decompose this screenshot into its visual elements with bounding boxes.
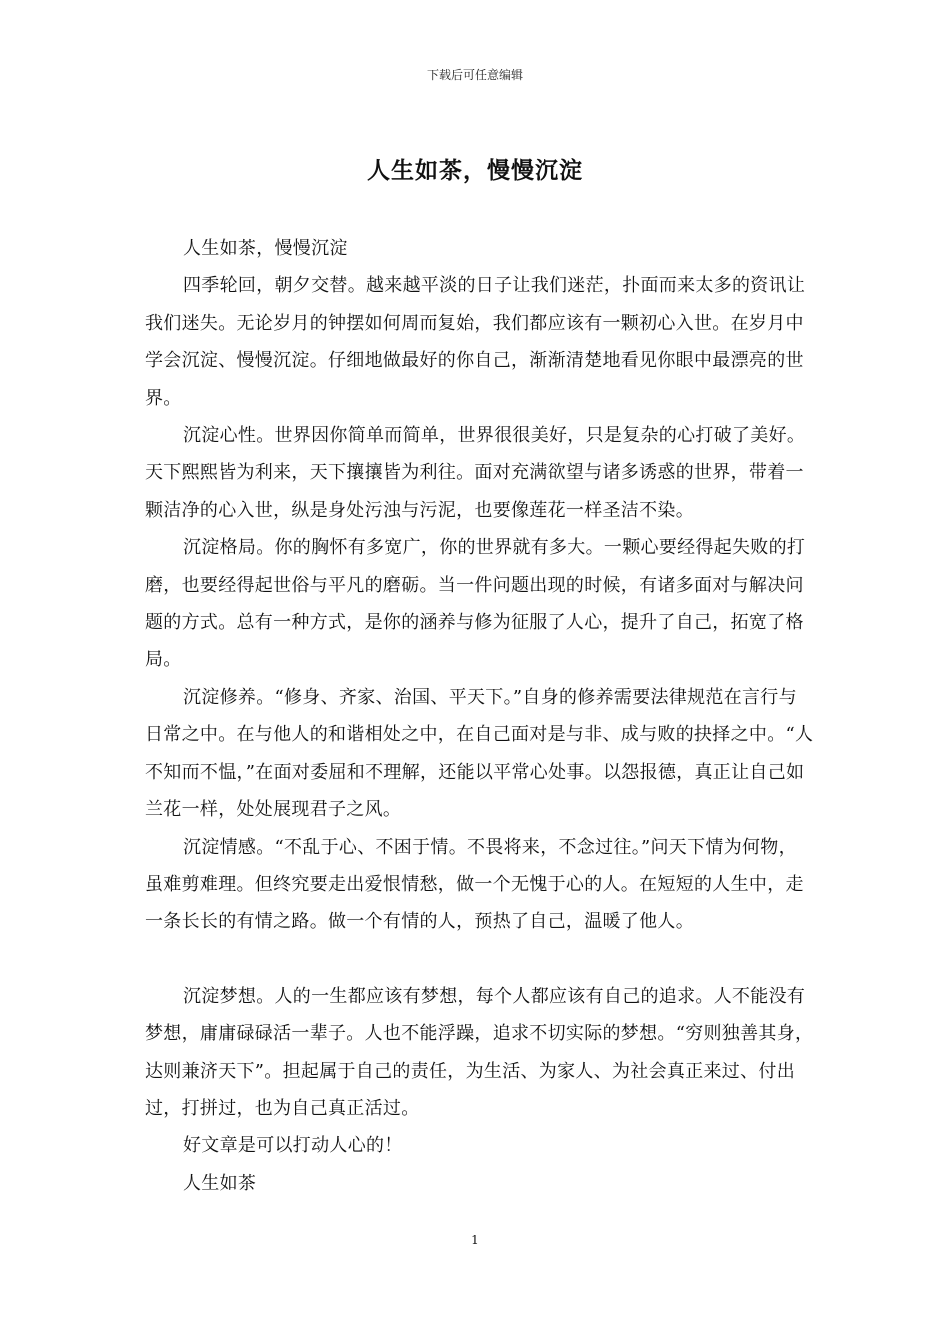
paragraph-closing: 好文章是可以打动人心的！ <box>183 1135 403 1157</box>
paragraph-dream: 沉淀梦想。人的一生都应该有梦想，每个人都应该有自己的追求。人不能没有梦想，庸庸碌碌活一辈子。人也不能浮躁，追求不切实际的梦想。“穷则独善其身，达则兼济天下”。担起属于自己的责任，为生活、为家人、为社会真正来过、付出过，打拼过，也为自己真正活过。 <box>145 985 814 1119</box>
page-number: 1 <box>471 1233 479 1247</box>
paragraph-subtitle: 人生如茶，慢慢沉淀 <box>183 238 348 259</box>
blank-line <box>145 941 815 978</box>
page-header: 下载后可任意编辑 <box>426 68 523 82</box>
paragraph-mind: 沉淀心性。世界因你简单而简单，世界很很美好，只是复杂的心打破了美好。天下熙熙皆为利来，天下攘攘皆为利往。面对充满欲望与诸多诱惑的世界，带着一颗洁净的心入世，纵是身处污浊与污泥，也要像莲花一样圣洁不染。 <box>145 425 806 521</box>
paragraph-intro: 四季轮回，朝夕交替。越来越平淡的日子让我们迷茫，扑面而来太多的资讯让我们迷失。无论岁月的钟摆如何周而复始，我们都应该有一颗初心入世。在岁月中学会沉淀、慢慢沉淀。仔细地做最好的你自己，渐渐清楚地看见你眼中最漂亮的世界。 <box>145 275 806 409</box>
document-title: 人生如茶，慢慢沉淀 <box>367 157 583 184</box>
paragraph-vision: 沉淀格局。你的胸怀有多宽广，你的世界就有多大。一颗心要经得起失败的打磨，也要经得起世俗与平凡的磨砺。当一件问题出现的时候，有诸多面对与解决问题的方式。总有一种方式，是你的涵养与修为征服了人心，提升了自己，拓宽了格局。 <box>145 537 806 671</box>
paragraph-final: 人生如茶 <box>183 1172 257 1194</box>
paragraph-cultivation: 沉淀修养。“修身、齐家、治国、平天下。”自身的修养需要法律规范在言行与日常之中。在与他人的和谐相处之中，在自己面对是与非、成与败的抉择之中。“人不知而不愠，”在面对委屈和不理解，还能以平常心处事。以怨报德，真正让自己如兰花一样，处处展现君子之风。 <box>145 686 814 821</box>
document-body <box>145 230 815 1202</box>
paragraph-emotion: 沉淀情感。“不乱于心、不困于情。不畏将来，不念过往。”问天下情为何物，虽难剪难理。但终究要走出爱恨情愁，做一个无愧于心的人。在短短的人生中，走一条长长的有情之路。做一个有情的人，预热了自己，温暖了他人。 <box>145 836 804 933</box>
